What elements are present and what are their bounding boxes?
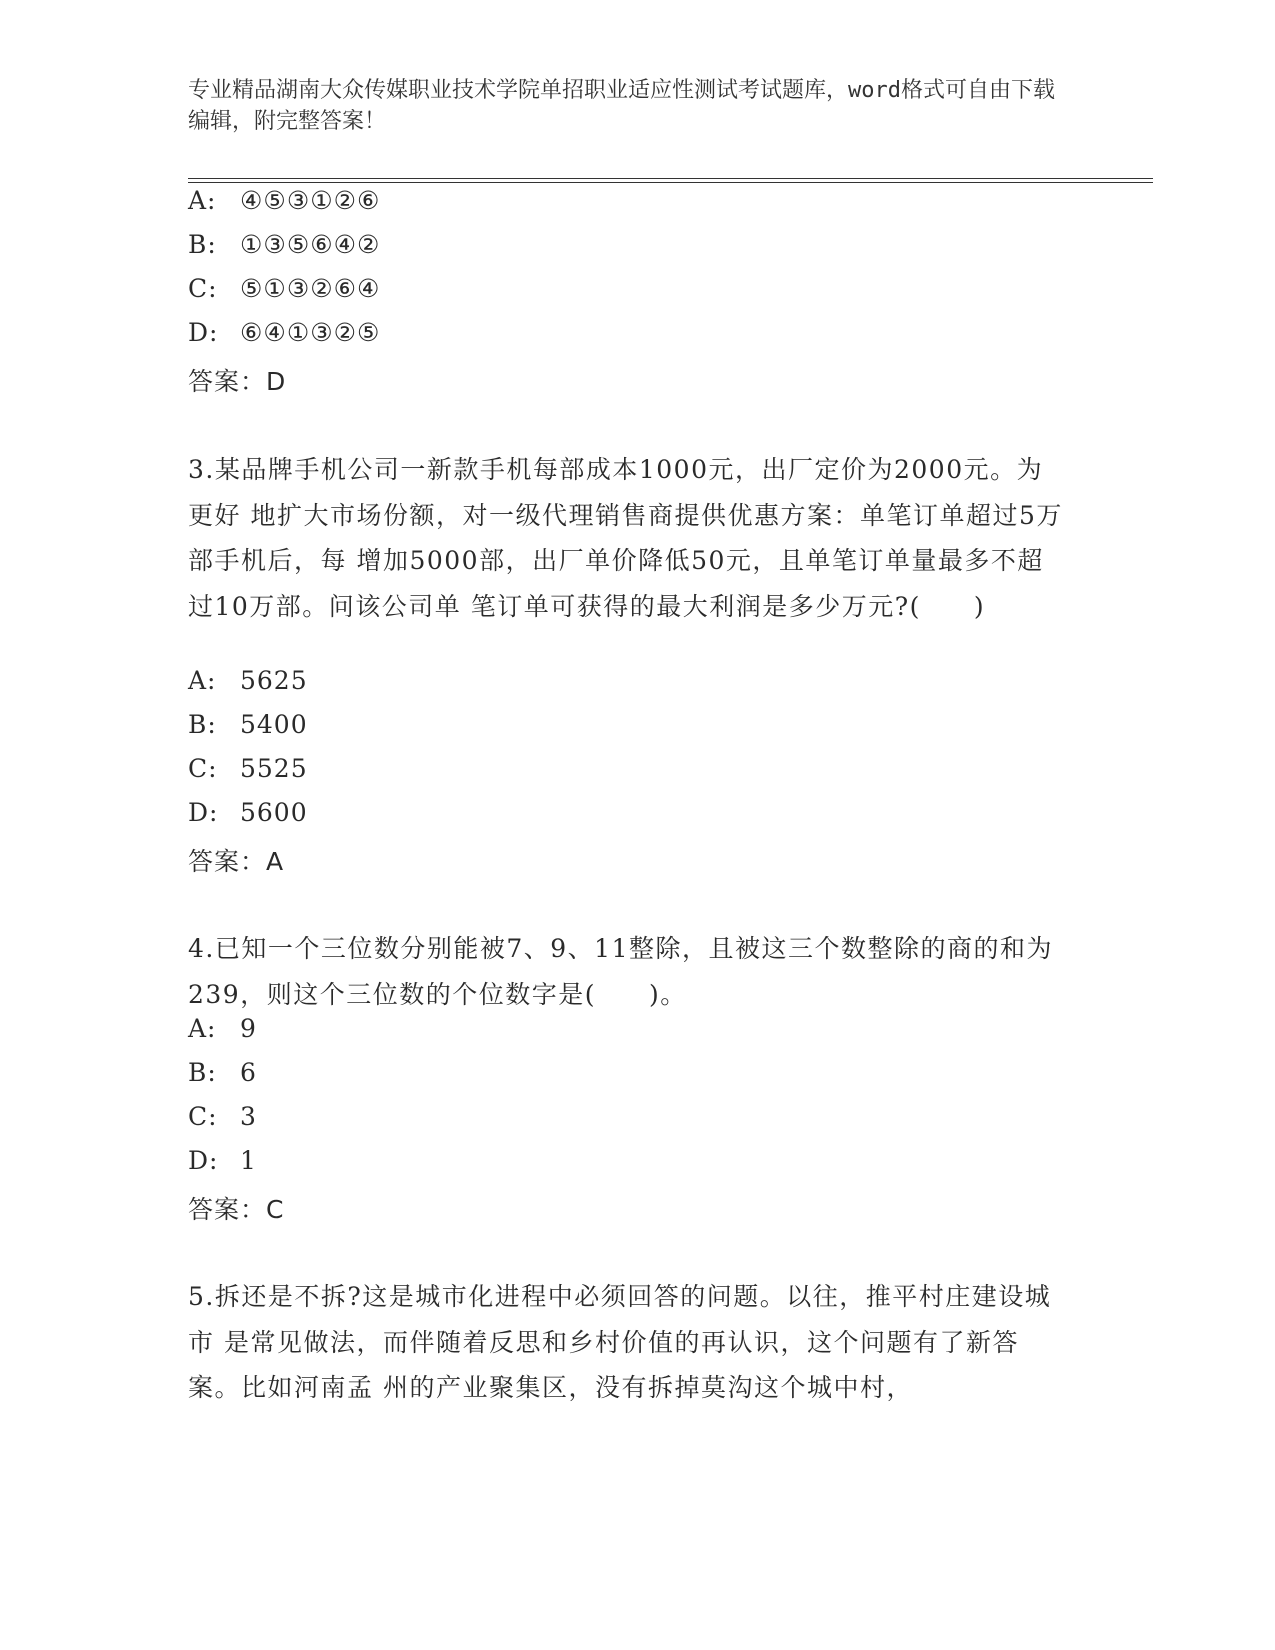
- q2-option-b: [188, 230, 380, 259]
- q3-option-d: [188, 798, 308, 827]
- page-header: 专业精品湖南大众传媒职业技术学院单招职业适应性测试考试题库，word格式可自由下载编辑，附完整答案！: [188, 78, 1055, 134]
- q5-text: 5.拆还是不拆?这是城市化进程中必须回答的问题。以往，推平村庄建设城市 是常见做法，而伴随着反思和乡村价值的再认识，这个问题有了新答案。比如河南孟 州的产业聚集区，没有拆掉莫沟这个城中村，: [188, 1282, 1052, 1402]
- option-value: ④⑤③①②⑥: [240, 186, 381, 215]
- option-label: A:: [188, 186, 217, 215]
- option-label: A:: [188, 1014, 217, 1043]
- q2-option-d: [188, 318, 380, 347]
- q4-option-d: [188, 1146, 257, 1175]
- q3-answer: 答案：A: [188, 847, 285, 876]
- option-label: B:: [188, 1058, 217, 1087]
- option-label: B:: [188, 230, 217, 259]
- q4-text: 4.已知一个三位数分别能被7、9、11整除，且被这三个数整除的商的和为239，则这个三位数的个位数字是( )。: [188, 934, 1053, 1009]
- q3-option-c: [188, 754, 308, 783]
- option-value: ①③⑤⑥④②: [240, 230, 381, 259]
- q2-answer: 答案：D: [188, 367, 287, 396]
- q2-option-c: [188, 274, 380, 303]
- option-label: D:: [188, 1146, 219, 1175]
- option-value: ⑤①③②⑥④: [240, 274, 381, 303]
- q4-option-a: [188, 1014, 257, 1043]
- option-value: ⑥④①③②⑤: [240, 318, 381, 347]
- option-label: C:: [188, 1102, 218, 1131]
- option-value: 5400: [240, 710, 308, 739]
- option-value: 5525: [240, 754, 308, 783]
- q4-answer: 答案：C: [188, 1195, 285, 1224]
- q2-option-a: [188, 186, 380, 215]
- option-label: C:: [188, 754, 218, 783]
- q4-option-c: [188, 1102, 257, 1131]
- header-divider: [188, 178, 1153, 183]
- q3-text: 3.某品牌手机公司一新款手机每部成本1000元，出厂定价为2000元。为更好 地扩大市场份额，对一级代理销售商提供优惠方案：单笔订单超过5万部手机后，每 增加5000部，出厂单价降低50元，且单笔订单量最多不超过10万部。问该公司单 笔订单可获得的最大利润是多少万元?( ): [188, 455, 1063, 621]
- option-value: 5600: [240, 798, 308, 827]
- q3-option-a: [188, 666, 308, 695]
- option-value: 3: [240, 1102, 257, 1131]
- option-value: 9: [240, 1014, 257, 1043]
- option-label: D:: [188, 798, 219, 827]
- option-value: 6: [240, 1058, 257, 1087]
- option-label: A:: [188, 666, 217, 695]
- option-label: B:: [188, 710, 217, 739]
- option-label: C:: [188, 274, 218, 303]
- option-value: 5625: [240, 666, 308, 695]
- q3-option-b: [188, 710, 308, 739]
- option-value: 1: [240, 1146, 257, 1175]
- option-label: D:: [188, 318, 219, 347]
- q4-option-b: [188, 1058, 257, 1087]
